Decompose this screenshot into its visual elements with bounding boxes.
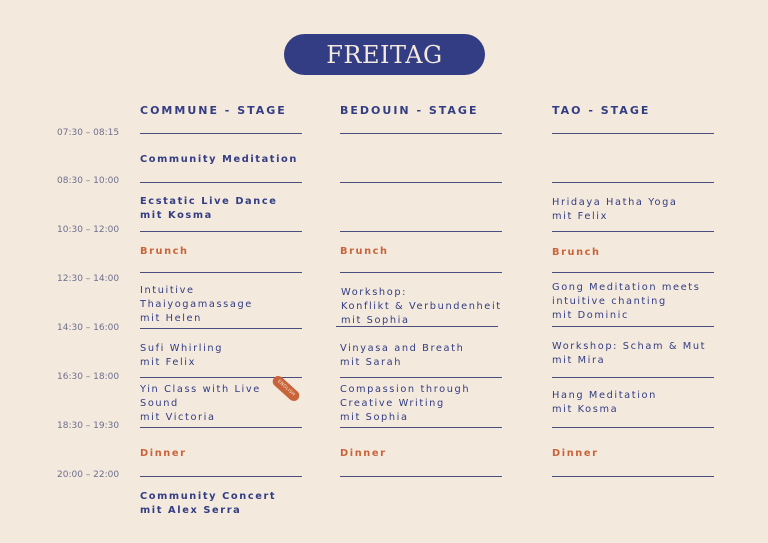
divider: [140, 231, 302, 232]
event-host: mit Felix: [552, 211, 608, 222]
divider: [340, 427, 502, 428]
divider: [552, 476, 714, 477]
event-title: Vinyasa and Breath: [340, 343, 465, 354]
meal-dinner: Dinner: [552, 448, 599, 459]
divider: [340, 377, 502, 378]
divider: [140, 182, 302, 183]
event-title: Ecstatic Live Dance: [140, 196, 278, 207]
event-title: Community Concert: [140, 491, 277, 502]
event-title: Compassion through: [340, 384, 471, 395]
divider: [340, 476, 502, 477]
meal-dinner: Dinner: [140, 448, 187, 459]
event-host: mit Sophia: [341, 315, 410, 326]
time-slot-3: 10:30 – 12:00: [57, 225, 120, 235]
event-title: Sufi Whirling: [140, 343, 224, 354]
event-title: intuitive chanting: [552, 296, 667, 307]
event-title: Yin Class with Live: [140, 384, 261, 395]
divider: [340, 272, 502, 273]
event-title: Sound: [140, 398, 179, 409]
event-host: mit Kosma: [140, 210, 213, 221]
event-host: mit Kosma: [552, 404, 619, 415]
divider: [340, 133, 502, 134]
divider: [552, 231, 714, 232]
day-title: FREITAG: [326, 40, 443, 69]
day-title-pill: [284, 34, 485, 75]
event-title: Gong Meditation meets: [552, 282, 701, 293]
divider: [552, 326, 714, 327]
divider: [140, 427, 302, 428]
event-host: mit Dominic: [552, 310, 629, 321]
divider: [552, 182, 714, 183]
divider: [552, 272, 714, 273]
meal-dinner: Dinner: [340, 448, 387, 459]
event-host: mit Sophia: [340, 412, 409, 423]
event-host: mit Helen: [140, 313, 202, 324]
time-slot-5: 14:30 – 16:00: [57, 323, 120, 333]
divider: [140, 476, 302, 477]
event-host: mit Alex Serra: [140, 505, 242, 516]
meal-brunch: Brunch: [140, 246, 189, 257]
divider: [340, 182, 502, 183]
event-host: mit Sarah: [340, 357, 403, 368]
event-title: Hridaya Hatha Yoga: [552, 197, 678, 208]
time-slot-4: 12:30 – 14:00: [57, 274, 120, 284]
event-host: mit Victoria: [140, 412, 216, 423]
time-slot-2: 08:30 – 10:00: [57, 176, 120, 186]
event-host: mit Mira: [552, 355, 606, 366]
meal-brunch: Brunch: [340, 246, 389, 257]
divider: [552, 427, 714, 428]
event-host: mit Felix: [140, 357, 196, 368]
divider: [340, 231, 502, 232]
event-title: Workshop: Scham & Mut: [552, 341, 707, 352]
event-title: Thaiyogamassage: [140, 299, 253, 310]
event-title: Creative Writing: [340, 398, 445, 409]
language-badge: ENGLISH: [270, 374, 301, 404]
event-title: Konflikt & Verbundenheit: [341, 301, 502, 312]
event-title: Hang Meditation: [552, 390, 657, 401]
event-title: Intuitive: [140, 285, 195, 296]
stage-header-commune: COMMUNE - STAGE: [140, 104, 287, 117]
divider: [140, 272, 302, 273]
time-slot-1: 07:30 – 08:15: [57, 128, 120, 138]
time-slot-6: 16:30 – 18:00: [57, 372, 120, 382]
divider: [140, 328, 302, 329]
stage-header-tao: TAO - STAGE: [552, 104, 651, 117]
event-title: Workshop:: [341, 287, 408, 298]
divider: [140, 133, 302, 134]
time-slot-7: 18:30 – 19:30: [57, 421, 120, 431]
divider: [552, 377, 714, 378]
stage-header-bedouin: BEDOUIN - STAGE: [340, 104, 479, 117]
meal-brunch: Brunch: [552, 247, 601, 258]
divider: [552, 133, 714, 134]
time-slot-8: 20:00 – 22:00: [57, 470, 120, 480]
event-title: Community Meditation: [140, 154, 298, 165]
